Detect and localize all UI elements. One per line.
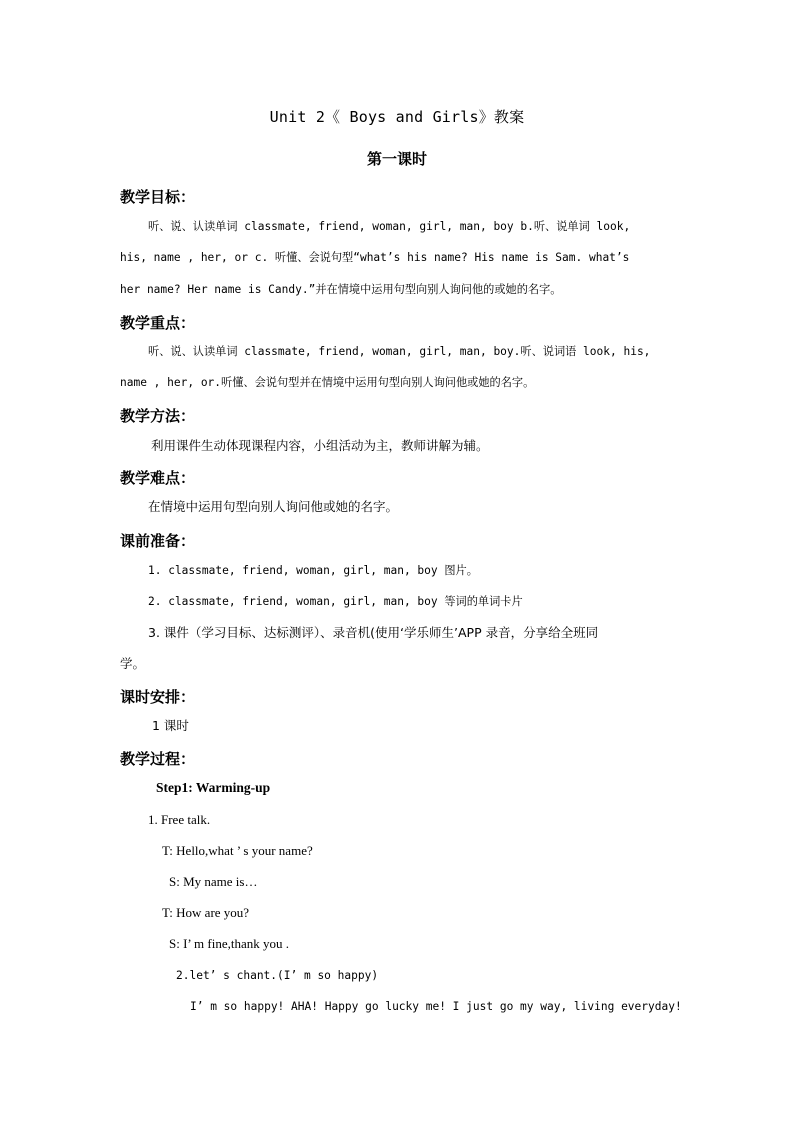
key-points-line-2: name , her, or.听懂、会说句型并在情境中运用句型向别人询问他或她的名字。: [120, 376, 535, 389]
document-title: Unit 2《 Boys and Girls》教案: [269, 108, 525, 126]
key-points-line-1: 听、说、认读单词 classmate, friend, woman, girl, man, boy.听、说词语 look, his,: [148, 345, 651, 358]
chant-line: I’ m so happy! AHA! Happy go lucky me! I just go my way, living everyday!: [190, 1000, 682, 1013]
free-talk-label: 1. Free talk.: [148, 812, 211, 827]
step1-title: Step1: Warming-up: [156, 780, 271, 795]
process-heading: 教学过程：: [120, 750, 196, 768]
objectives-line-1: 听、说、认读单词 classmate, friend, woman, girl, man, boy b.听、说单词 look,: [148, 220, 631, 233]
preparation-heading: 课前准备：: [120, 532, 196, 550]
methods-heading: 教学方法：: [120, 407, 196, 425]
schedule-line: 1 课时: [152, 718, 189, 733]
preparation-item-3: 3. 课件（学习目标、达标测评）、录音机(使用‘学乐师生’APP 录音，分享给全班同: [148, 625, 599, 640]
methods-line: 利用课件生动体现课程内容，小组活动为主，教师讲解为辅。: [151, 438, 489, 453]
difficulties-heading: 教学难点：: [120, 469, 196, 487]
dialog-line-1: T: Hello,what ’ s your name?: [162, 843, 313, 858]
objectives-line-2: his, name , her, or c. 听懂、会说句型“what’s his name? His name is Sam. what’s: [120, 251, 630, 264]
objectives-heading: 教学目标：: [120, 188, 196, 206]
key-points-heading: 教学重点：: [120, 314, 196, 332]
preparation-item-1: 1. classmate, friend, woman, girl, man, boy 图片。: [148, 564, 478, 577]
schedule-heading: 课时安排：: [120, 688, 196, 706]
preparation-item-3-cont: 学。: [120, 656, 146, 671]
objectives-line-3: her name? Her name is Candy.”并在情境中运用句型向别人询问他的或她的名字。: [120, 283, 562, 296]
dialog-line-4: S: I’ m fine,thank you .: [169, 936, 289, 951]
preparation-item-2: 2. classmate, friend, woman, girl, man, boy 等词的单词卡片: [148, 595, 523, 608]
chant-title: 2.let’ s chant.(I’ m so happy): [176, 969, 379, 982]
dialog-line-3: T: How are you?: [162, 905, 250, 920]
difficulties-line: 在情境中运用句型向别人询问他或她的名字。: [148, 499, 399, 514]
lesson-subtitle: 第一课时: [366, 150, 427, 168]
dialog-line-2: S: My name is…: [169, 874, 258, 889]
